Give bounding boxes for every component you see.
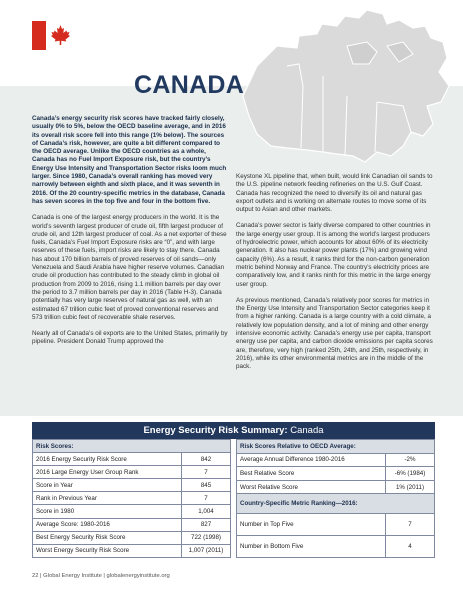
page-title: CANADA [134, 71, 245, 99]
row-value: 4 [386, 535, 435, 557]
row-value: 7 [182, 466, 231, 479]
table-row [237, 467, 435, 481]
row-value: 827 [182, 518, 231, 531]
table-row [33, 466, 231, 479]
right-column [236, 173, 434, 380]
table-row [237, 480, 435, 494]
row-value: 1,007 (2011) [182, 544, 231, 557]
body-paragraph-5: As previous mentioned, Canada’s relatively poor scores for metrics in the Energy Use Intensity and Transportation Sector categories keep it from a higher ranking. Canada is a large country with a cold climate, a relatively low population density, and a lot of mining and other energy intensive economic activity. Canada’s energy use per capita, transport energy use per capita, and carbon dioxide emissions per capita scores are, therefore, very high (ranked 25th, 24th, and 25th, respectively, in 2016), while its other environmental metrics are in the middle of the pack. [236, 296, 433, 371]
row-label: Rank in Previous Year [33, 492, 182, 505]
table-row [33, 531, 231, 544]
metric-ranking-header: Country-Specific Metric Ranking—2016: [237, 494, 435, 514]
table-row [33, 479, 231, 492]
row-label: Score in 1980 [33, 505, 182, 518]
table-row [33, 544, 231, 557]
table-row [33, 492, 231, 505]
row-value: 7 [182, 492, 231, 505]
canada-map [227, 6, 459, 194]
relative-scores-table [236, 439, 435, 558]
left-column [32, 115, 228, 355]
row-label: Worst Energy Security Risk Score [33, 544, 182, 557]
body-paragraph-2: Nearly all of Canada’s oil exports are to the United States, primarily by pipeline. President Donald Trump approved the [32, 330, 228, 346]
row-label: Number in Top Five [237, 514, 386, 536]
row-value: -6% (1984) [386, 467, 435, 481]
table-row [237, 514, 435, 536]
table-row [237, 535, 435, 557]
risk-summary [32, 422, 435, 555]
risk-scores-header: Risk Scores: [33, 440, 231, 453]
row-label: Average Score: 1980-2016 [33, 518, 182, 531]
row-label: Worst Relative Score [237, 480, 386, 494]
row-label: 2016 Large Energy User Group Rank [33, 466, 182, 479]
table-row [33, 518, 231, 531]
row-label: 2016 Energy Security Risk Score [33, 453, 182, 466]
body-paragraph-3: Keystone XL pipeline that, when built, would link Canadian oil sands to the U.S. pipeline network feeding refineries on the U.S. Gulf Coast. Canada has recognized the need to diversify its oil and natural gas export outlets and is working on alternate routes to move some of its output to Asian and other markets. [236, 173, 433, 214]
row-label: Number in Bottom Five [237, 535, 386, 557]
lead-paragraph: Canada’s energy security risk scores have tracked fairly closely, usually 0% to 5%, below the OECD baseline average, and in 2016 its overall risk score fell into this range (1% below). The sources of Canada’s risk, however, are quite a bit different compared to the OECD average. Unlike the OECD countries as a whole, Canada has no Fuel Import Exposure risk, but the country’s Energy Use Intensity and Transportation Sector risks loom much larger. Since 1980, Canada’s overall ranking has moved very narrowly between eighth and sixth place, and it was seventh in 2016. Of the 20 country-specific metrics in the database, Canada has seven scores in the top five and four in the bottom five. [32, 115, 227, 205]
table-row [33, 505, 231, 518]
canada-flag [32, 21, 89, 50]
row-label: Score in Year [33, 479, 182, 492]
page-footer: 22 | Global Energy Institute | globalenergyinstitute.org [32, 573, 170, 579]
row-value: 722 (1998) [182, 531, 231, 544]
row-value: 1% (2011) [386, 480, 435, 494]
risk-scores-table [32, 439, 231, 558]
row-value: 1,004 [182, 505, 231, 518]
row-value: 845 [182, 479, 231, 492]
row-label: Average Annual Difference 1980-2016 [237, 453, 386, 467]
summary-title-text: Energy Security Risk Summary: [143, 425, 288, 436]
row-value: -2% [386, 453, 435, 467]
body-paragraph-4: Canada’s power sector is fairly diverse compared to other countries in the large energy user group. It is among the world’s largest producers of hydroelectric power, which accounts for about 60% of its electricity generation. It also has nuclear power plants (17%) and growing wind capacity (6%). As a result, it ranks third for the non-carbon generation metric behind Norway and France. The country’s electricity prices are comparatively low, and it ranks ninth for this metric in the large energy user group. [236, 222, 431, 288]
relative-scores-header: Risk Scores Relative to OECD Average: [237, 440, 435, 454]
summary-title [32, 422, 435, 439]
table-row [33, 453, 231, 466]
row-label: Best Relative Score [237, 467, 386, 481]
row-value: 7 [386, 514, 435, 536]
row-label: Best Energy Security Risk Score [33, 531, 182, 544]
body-paragraph-1: Canada is one of the largest energy producers in the world. It is the world’s seventh largest producer of crude oil, fifth largest producer of crude oil, and 12th largest producer of coal. As a net exporter of these fuels, Canada’s Fuel Import Exposure risks are “0”, and with large reserves of these fuels, import risks are likely to stay there. Canada has about 170 billion barrels of proved reserves of oil sands—only Venezuela and Saudi Arabia have higher reserve volumes. Canadian crude oil production has contributed to the steady climb in global oil production from 2009 to 2016, rising 1.1 million barrels per day over the period to 3.7 million barrels per day in 2016 (Table H-3). Canada potentially has very large reserves of natural gas as well, with an estimated 67 trillion cubic feet of proved conventional reserves and 573 trillion cubic feet of recoverable shale reserves. [32, 214, 227, 321]
row-value: 842 [182, 453, 231, 466]
table-row [237, 453, 435, 467]
summary-country: Canada [290, 425, 324, 436]
